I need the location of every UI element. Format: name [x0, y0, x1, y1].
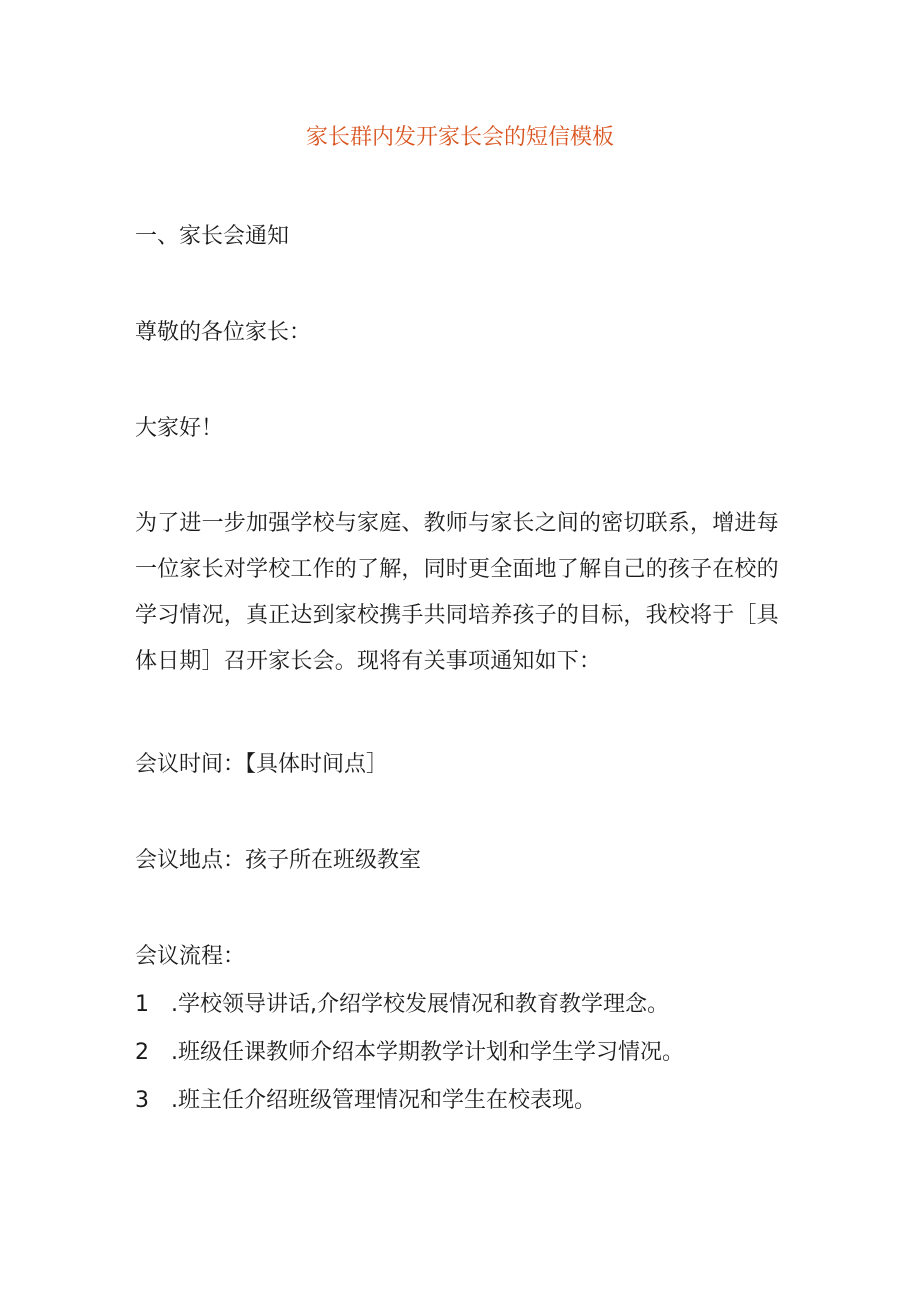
intro-paragraph: 为了进一步加强学校与家庭、教师与家长之间的密切联系，增进每一位家长对学校工作的了解，同时更全面地了解自己的孩子在校的学习情况，真正达到家校携手共同培养孩子的目标，我校将于［具体日期］召开家长会。现将有关事项通知如下：	[135, 511, 779, 674]
salutation: 尊敬的各位家长：	[135, 320, 312, 345]
agenda-item-number: 2	[135, 1040, 149, 1065]
agenda-item-text: .班主任介绍班级管理情况和学生在校表现。	[171, 1088, 596, 1113]
agenda-heading: 会议流程：	[135, 944, 246, 969]
greeting: 大家好！	[135, 416, 224, 441]
agenda-item-number: 1	[135, 992, 149, 1017]
section-heading: 一、家长会通知	[135, 224, 290, 249]
agenda-item-number: 3	[135, 1088, 149, 1113]
meeting-place: 会议地点：孩子所在班级教室	[135, 848, 422, 873]
agenda-item-3	[135, 1085, 835, 1117]
agenda-item-text: .班级任课教师介绍本学期教学计划和学生学习情况。	[171, 1040, 684, 1065]
agenda-item-text: .学校领导讲话,介绍学校发展情况和教育教学理念。	[171, 992, 669, 1017]
meeting-time: 会议时间：【具体时间点］	[135, 752, 389, 777]
document-title: 家长群内发开家长会的短信模板	[305, 125, 614, 150]
agenda-item-2	[135, 1037, 835, 1069]
agenda-item-1	[135, 989, 835, 1021]
